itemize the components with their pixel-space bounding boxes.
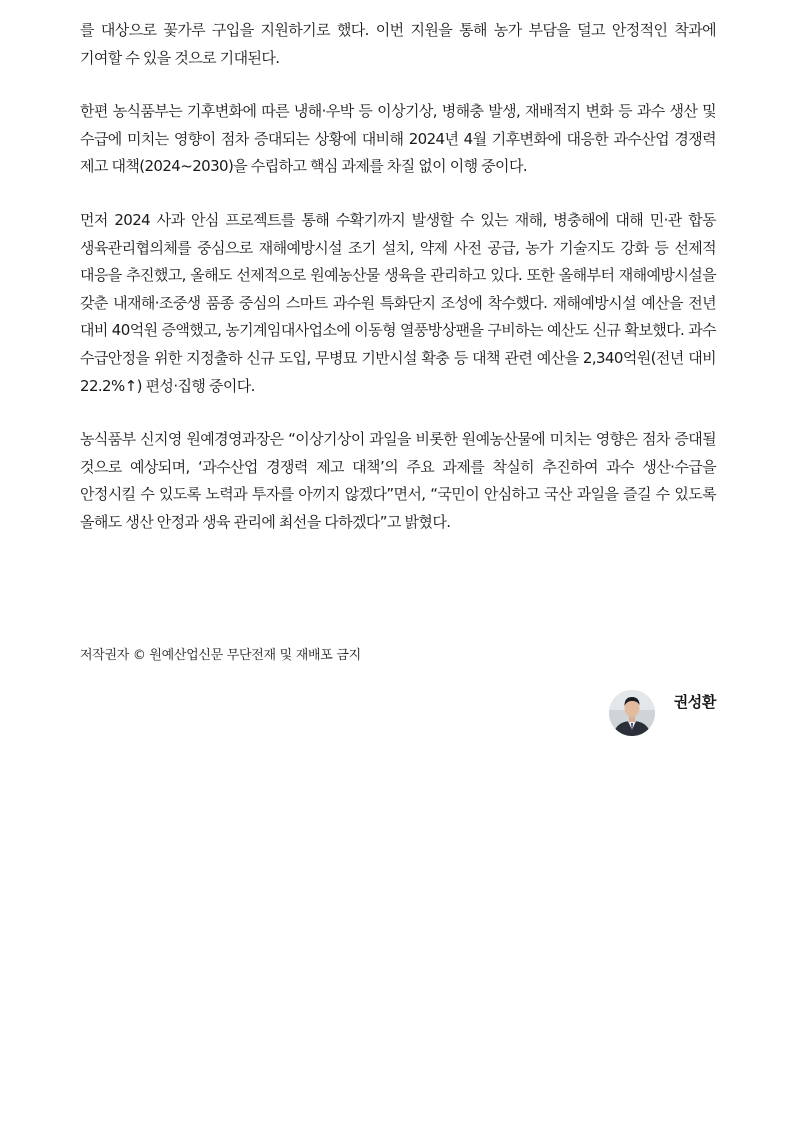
article-paragraph: 농식품부 신지영 원예경영과장은 “이상기상이 과일을 비롯한 원예농산물에 미치는 영향은 점차 증대될 것으로 예상되며, ‘과수산업 경쟁력 제고 대책’의 주요 과제를 착실히 추진하여 과수 생산·수급을 안정시킬 수 있도록 노력과 투자를 아끼지 않겠다”면서, “국민이 안심하고 국산 과일을 즐길 수 있도록 올해도 생산 안정과 생육 관리에 최선을 다하겠다”고 밝혔다.	[80, 430, 716, 531]
article-paragraph: 를 대상으로 꽃가루 구입을 지원하기로 했다. 이번 지원을 통해 농가 부담을 덜고 안정적인 착과에 기여할 수 있을 것으로 기대된다.	[80, 21, 716, 67]
copyright-notice: 저작권자 © 원예산업신문 무단전재 및 재배포 금지	[80, 648, 361, 663]
article-body	[80, 17, 716, 563]
author-name[interactable]: 권성환	[673, 693, 716, 711]
article-paragraph: 한편 농식품부는 기후변화에 따른 냉해·우박 등 이상기상, 병해충 발생, 재배적지 변화 등 과수 생산 및 수급에 미치는 영향이 점차 증대되는 상황에 대비해 2024년 4월 기후변화에 대응한 과수산업 경쟁력 제고 대책(2024~2030)을 수립하고 핵심 과제를 차질 없이 이행 중이다.	[80, 102, 716, 176]
author-byline[interactable]	[609, 690, 716, 738]
author-avatar[interactable]	[609, 690, 655, 736]
article-paragraph: 먼저 2024 사과 안심 프로젝트를 통해 수확기까지 발생할 수 있는 재해, 병충해에 대해 민·관 합동 생육관리협의체를 중심으로 재해예방시설 조기 설치, 약제 사전 공급, 농가 기술지도 강화 등 선제적 대응을 추진했고, 올해도 선제적으로 원예농산물 생육을 관리하고 있다. 또한 올해부터 재해예방시설을 갖춘 내재해·조중생 품종 중심의 스마트 과수원 특화단지 조성에 착수했다. 재해예방시설 예산을 전년 대비 40억원 증액했고, 농기계임대사업소에 이동형 열풍방상팬을 구비하는 예산도 신규 확보했다. 과수 수급안정을 위한 지정출하 신규 도입, 무병묘 기반시설 확충 등 대책 관련 예산을 2,340억원(전년 대비 22.2%↑) 편성·집행 중이다.	[80, 210, 716, 395]
author-photo-icon	[609, 690, 655, 736]
